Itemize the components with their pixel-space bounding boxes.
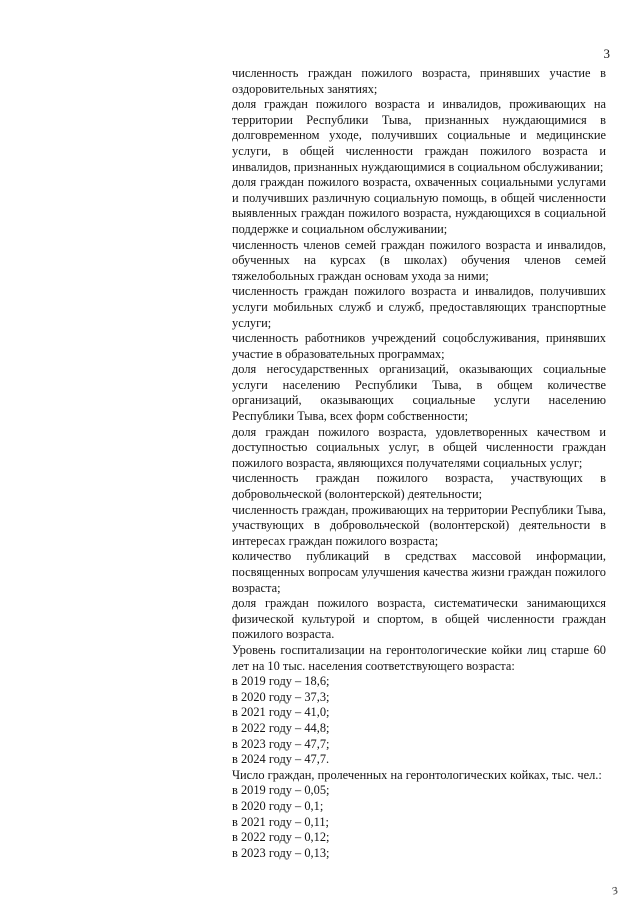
indicator-item: доля граждан пожилого возраста и инвалидов, проживающих на территории Республики Тыва, признанных нуждающимися в долговременном уходе, получивших социальные и медицинские услуги, в общей численности граждан пожилого возраста и инвалидов, признанных нуждающимися в социальном обслуживании;	[232, 97, 606, 174]
indicator-item: численность работников учреждений соцобслуживания, принявших участие в образовательных программах;	[232, 331, 606, 361]
indicator-item: доля негосударственных организаций, оказывающих социальные услуги населению Республики Тыва, в общем количестве организаций, оказывающих социальные услуги населению Республики Тыва, всех форм собственности;	[232, 362, 606, 424]
hospitalization-year-value: в 2021 году – 41,0;	[232, 705, 330, 720]
indicator-item: численность членов семей граждан пожилого возраста и инвалидов, обученных на курсах (в школах) обучения членов семей тяжелобольных граждан основам ухода за ними;	[232, 237, 606, 283]
treated-year-value: в 2020 году – 0,1;	[232, 798, 324, 813]
hospitalization-heading: Уровень госпитализации на геронтологические койки лиц старше 60 лет на 10 тыс. населения соответствующего возраста:	[232, 642, 606, 673]
document-body	[232, 66, 606, 861]
indicator-item: доля граждан пожилого возраста, охваченных социальными услугами и получивших различную социальную помощь, в общей численности выявленных граждан пожилого возраста, нуждающихся в социальной поддержке и социальном обслуживании;	[232, 175, 606, 236]
hospitalization-year-value: в 2019 году – 18,6;	[232, 674, 330, 689]
handwritten-corner-mark: з	[609, 881, 621, 899]
treated-year-value: в 2019 году – 0,05;	[232, 783, 330, 798]
hospitalization-year-value: в 2020 году – 37,3;	[232, 689, 330, 704]
hospitalization-year-value: в 2022 году – 44,8;	[232, 720, 330, 735]
indicator-item: численность граждан, проживающих на территории Республики Тыва, участвующих в добровольческой (волонтерской) деятельности в интересах граждан пожилого возраста;	[232, 502, 606, 548]
indicator-item: доля граждан пожилого возраста, удовлетворенных качеством и доступностью социальных услуг, в общей численности граждан пожилого возраста, являющихся получателями социальных услуг;	[232, 424, 606, 470]
page-number: 3	[603, 46, 610, 61]
indicator-item: количество публикаций в средствах массовой информации, посвященных вопросам улучшения качества жизни граждан пожилого возраста;	[232, 549, 606, 595]
indicator-item: численность граждан пожилого возраста, принявших участие в оздоровительных занятиях;	[232, 66, 606, 96]
hospitalization-year-value: в 2024 году – 47,7.	[232, 752, 330, 767]
treated-year-value: в 2023 году – 0,13;	[232, 845, 330, 860]
indicator-item: доля граждан пожилого возраста, систематически занимающихся физической культурой и спортом, в общей численности граждан пожилого возраста.	[232, 596, 606, 642]
treated-year-value: в 2021 году – 0,11;	[232, 814, 329, 829]
hospitalization-year-value: в 2023 году – 47,7;	[232, 736, 330, 751]
treated-heading: Число граждан, пролеченных на геронтологических койках, тыс. чел.:	[232, 767, 602, 782]
indicator-item: численность граждан пожилого возраста и инвалидов, получивших услуги мобильных служб и служб, предоставляющих транспортные услуги;	[232, 284, 606, 330]
indicator-item: численность граждан пожилого возраста, участвующих в добровольческой (волонтерской) деятельности;	[232, 471, 606, 502]
treated-year-value: в 2022 году – 0,12;	[232, 830, 330, 845]
